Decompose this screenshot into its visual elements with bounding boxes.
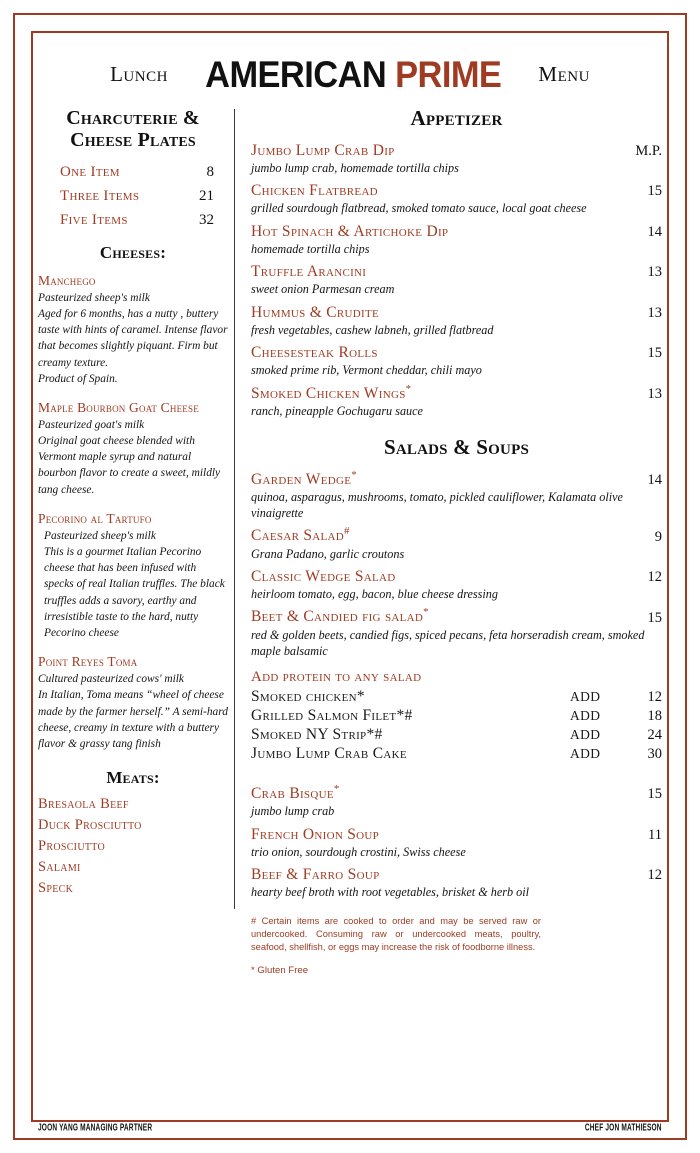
dietary-mark: *: [423, 606, 429, 619]
menu-item-price: 14: [647, 223, 662, 240]
menu-item-name: Smoked Chicken Wings*: [251, 382, 412, 402]
chef-credit: CHEF JON MATHIESON: [585, 1121, 662, 1133]
menu-item-description: ranch, pineapple Gochugaru sauce: [251, 403, 423, 418]
menu-item: [251, 341, 662, 379]
protein-row: [251, 707, 662, 725]
menu-item-price: 12: [647, 569, 662, 586]
menu-item-price: 15: [647, 786, 662, 803]
charcuterie-heading-line1: Charcuterie &: [66, 107, 200, 129]
protein-price: 30: [647, 746, 662, 763]
cheese-entry: [38, 400, 228, 498]
menu-item: [251, 301, 662, 339]
menu-item-price: M.P.: [635, 142, 662, 159]
menu-item-price: 11: [648, 826, 662, 843]
meat-item: Salami: [38, 859, 81, 876]
cheese-name: Pecorino al Tartufo: [38, 510, 152, 526]
add-protein-heading: Add protein to any salad: [251, 669, 422, 686]
plate-row: [60, 164, 214, 181]
menu-item: [251, 382, 662, 420]
dietary-mark: *: [356, 688, 365, 706]
menu-item-price: 9: [654, 528, 662, 545]
protein-price: 18: [647, 708, 662, 725]
menu-item-description: jumbo lump crab: [251, 804, 335, 819]
brand-word-american: AMERICAN: [205, 54, 387, 95]
plate-row: [60, 188, 214, 205]
menu-item-header: [251, 382, 662, 404]
undercooked-disclaimer: # Certain items are cooked to order and may be served raw or undercooked. Consuming raw or undercooked meats, poultry, seafood, shellfish, or eggs may increase the risk of foodborne illness.: [251, 915, 541, 953]
protein-add-label: ADD: [570, 708, 601, 724]
protein-name: Jumbo Lump Crab Cake: [251, 745, 407, 763]
menu-item-price: 13: [647, 304, 662, 321]
meat-item: Bresaola Beef: [38, 796, 129, 813]
menu-item-name: Chicken Flatbread: [251, 182, 378, 200]
menu-item-name: Truffle Arancini: [251, 263, 367, 281]
menu-item-description: quinoa, asparagus, mushrooms, tomato, pickled cauliflower, Kalamata olive vinaigrette: [251, 489, 623, 521]
cheese-name: Point Reyes Toma: [38, 654, 138, 670]
menu-item: [251, 260, 662, 298]
menu-label: Menu: [538, 62, 590, 86]
managing-partner-credit: JOON YANG MANAGING PARTNER: [38, 1121, 153, 1133]
menu-item: [251, 823, 662, 861]
menu-item-header: [251, 823, 662, 845]
protein-list: [251, 688, 662, 763]
menu-item-header: [251, 260, 662, 282]
charcuterie-heading-line2: Cheese Plates: [70, 129, 196, 152]
menu-item-description: Grana Padano, garlic croutons: [251, 546, 405, 561]
protein-name: Grilled Salmon Filet*#: [251, 707, 413, 725]
cheese-name: Maple Bourbon Goat Cheese: [38, 399, 199, 415]
protein-name: Smoked chicken*: [251, 688, 365, 706]
cheese-description: Pasteurized sheep's milk This is a gourmet Italian Pecorino cheese that has been infused with specks of real Italian truffles. The black truffles adds a savory, earthy and irresistible taste to the hard, nutty Pecorino cheese: [44, 529, 225, 639]
menu-item-header: [251, 524, 662, 546]
protein-name: Smoked NY Strip*#: [251, 726, 383, 744]
dietary-mark: *: [351, 468, 357, 481]
menu-item: [251, 220, 662, 258]
menu-item-header: [251, 341, 662, 363]
meats-heading: Meats:: [106, 768, 160, 788]
protein-row: [251, 688, 662, 706]
salads-list: [251, 468, 662, 660]
menu-item-description: hearty beef broth with root vegetables, brisket & herb oil: [251, 885, 530, 900]
menu-item-price: 15: [647, 609, 662, 626]
menu-item-price: 13: [647, 264, 662, 281]
menu-item-name: Crab Bisque*: [251, 783, 340, 803]
menu-item: [251, 468, 662, 522]
dietary-mark: *: [405, 382, 412, 395]
menu-columns: [38, 107, 662, 1027]
meat-item: Prosciutto: [38, 838, 105, 855]
menu-item: [251, 863, 662, 901]
menu-item-name: Classic Wedge Salad: [251, 568, 396, 586]
brand-word-prime: PRIME: [395, 54, 502, 95]
cheese-name: Manchego: [38, 272, 96, 288]
spacer: [251, 422, 662, 436]
menu-item-header: [251, 605, 662, 627]
menu-item-description: grilled sourdough flatbread, smoked tomato sauce, local goat cheese: [251, 201, 587, 216]
menu-item-description: red & golden beets, candied figs, spiced pecans, feta horseradish cream, smoked maple balsamic: [251, 627, 645, 658]
gluten-free-note: * Gluten Free: [251, 965, 309, 977]
menu-item-header: [251, 863, 662, 885]
menu-item-header: [251, 565, 662, 587]
menu-item-description: sweet onion Parmesan cream: [251, 282, 395, 297]
dietary-mark: #: [344, 525, 350, 538]
dietary-mark: *#: [366, 726, 383, 744]
right-column: [235, 107, 662, 1027]
menu-item-price: 13: [647, 385, 662, 402]
left-column: [38, 107, 234, 1027]
appetizer-heading: Appetizer: [410, 106, 503, 130]
menu-item-price: 14: [647, 471, 662, 488]
menu-item-header: [251, 782, 662, 804]
menu-item-header: [251, 220, 662, 242]
menu-item-description: fresh vegetables, cashew labneh, grilled flatbread: [251, 322, 494, 337]
plate-price: 8: [206, 163, 214, 180]
footnotes: [251, 915, 662, 977]
protein-price: 12: [647, 689, 662, 706]
menu-item-name: Hot Spinach & Artichoke Dip: [251, 222, 449, 240]
plate-name: Three Items: [60, 187, 140, 204]
page-footer: [38, 1121, 662, 1133]
menu-item-header: [251, 139, 662, 161]
protein-row: [251, 726, 662, 744]
menu-item-header: [251, 468, 662, 490]
plate-row: [60, 212, 214, 229]
plate-price: 21: [199, 187, 214, 204]
menu-item-name: Garden Wedge*: [251, 468, 357, 488]
menu-item: [251, 782, 662, 820]
menu-item-description: homemade tortilla chips: [251, 241, 370, 256]
dietary-mark: *: [333, 783, 340, 796]
salads-soups-heading: Salads & Soups: [383, 435, 529, 460]
menu-item: [251, 605, 662, 659]
menu-item-name: Beet & Candied fig salad*: [251, 606, 429, 626]
protein-add-label: ADD: [570, 727, 601, 743]
menu-item-price: 15: [647, 345, 662, 362]
menu-item-header: [251, 179, 662, 201]
plate-price-list: [38, 164, 228, 229]
dietary-mark: *#: [396, 707, 413, 725]
meats-list: [38, 794, 228, 899]
appetizer-list: [251, 139, 662, 420]
restaurant-title: [205, 56, 501, 93]
meat-item: Speck: [38, 880, 74, 897]
menu-item-description: jumbo lump crab, homemade tortilla chips: [251, 160, 459, 175]
menu-item-price: 15: [647, 183, 662, 200]
cheese-entry: [38, 654, 228, 752]
menu-content: [38, 38, 662, 1115]
spacer: [251, 764, 662, 782]
menu-item: [251, 139, 662, 177]
masthead: [38, 38, 662, 97]
cheese-entry: [38, 273, 228, 387]
menu-item-price: 12: [647, 867, 662, 884]
cheese-description: Pasteurized goat's milk Original goat cheese blended with Vermont maple syrup and natural bourbon flavor to create a sweet, mildly tang cheese.: [38, 418, 221, 496]
cheese-entry: [38, 511, 228, 641]
protein-price: 24: [647, 727, 662, 744]
menu-item-name: Cheesesteak Rolls: [251, 344, 378, 362]
meat-item: Duck Prosciutto: [38, 817, 142, 834]
charcuterie-heading: [38, 107, 228, 152]
protein-row: [251, 745, 662, 763]
menu-item-name: Beef & Farro Soup: [251, 866, 380, 884]
menu-item-name: Jumbo Lump Crab Dip: [251, 141, 395, 159]
cheese-description: Pasteurized sheep's milk Aged for 6 months, has a nutty , buttery taste with hints of caramel. Intense flavor that becomes slightly piquant. Firm but creamy texture. Product of Spain.: [38, 291, 228, 385]
lunch-label: Lunch: [110, 62, 168, 86]
menu-item-name: Caesar Salad#: [251, 525, 350, 545]
plate-name: Five Items: [60, 211, 128, 228]
plate-price: 32: [199, 211, 214, 228]
menu-item: [251, 565, 662, 603]
protein-add-label: ADD: [570, 689, 601, 705]
menu-item-description: trio onion, sourdough crostini, Swiss cheese: [251, 844, 466, 859]
menu-item-description: smoked prime rib, Vermont cheddar, chili mayo: [251, 363, 482, 378]
menu-item: [251, 524, 662, 562]
menu-item-name: French Onion Soup: [251, 825, 380, 843]
soups-list: [251, 782, 662, 901]
cheeses-heading: Cheeses:: [99, 242, 167, 262]
menu-item: [251, 179, 662, 217]
menu-item-name: Hummus & Crudite: [251, 303, 380, 321]
protein-add-label: ADD: [570, 746, 601, 762]
plate-name: One Item: [60, 163, 120, 180]
cheese-description: Cultured pasteurized cows' milk In Italian, Toma means “wheel of cheese made by the farmer herself.” A semi-hard cheese, creamy in texture with a buttery flavor & grassy tang finish: [38, 673, 228, 750]
menu-item-description: heirloom tomato, egg, bacon, blue cheese dressing: [251, 587, 498, 602]
menu-item-header: [251, 301, 662, 323]
